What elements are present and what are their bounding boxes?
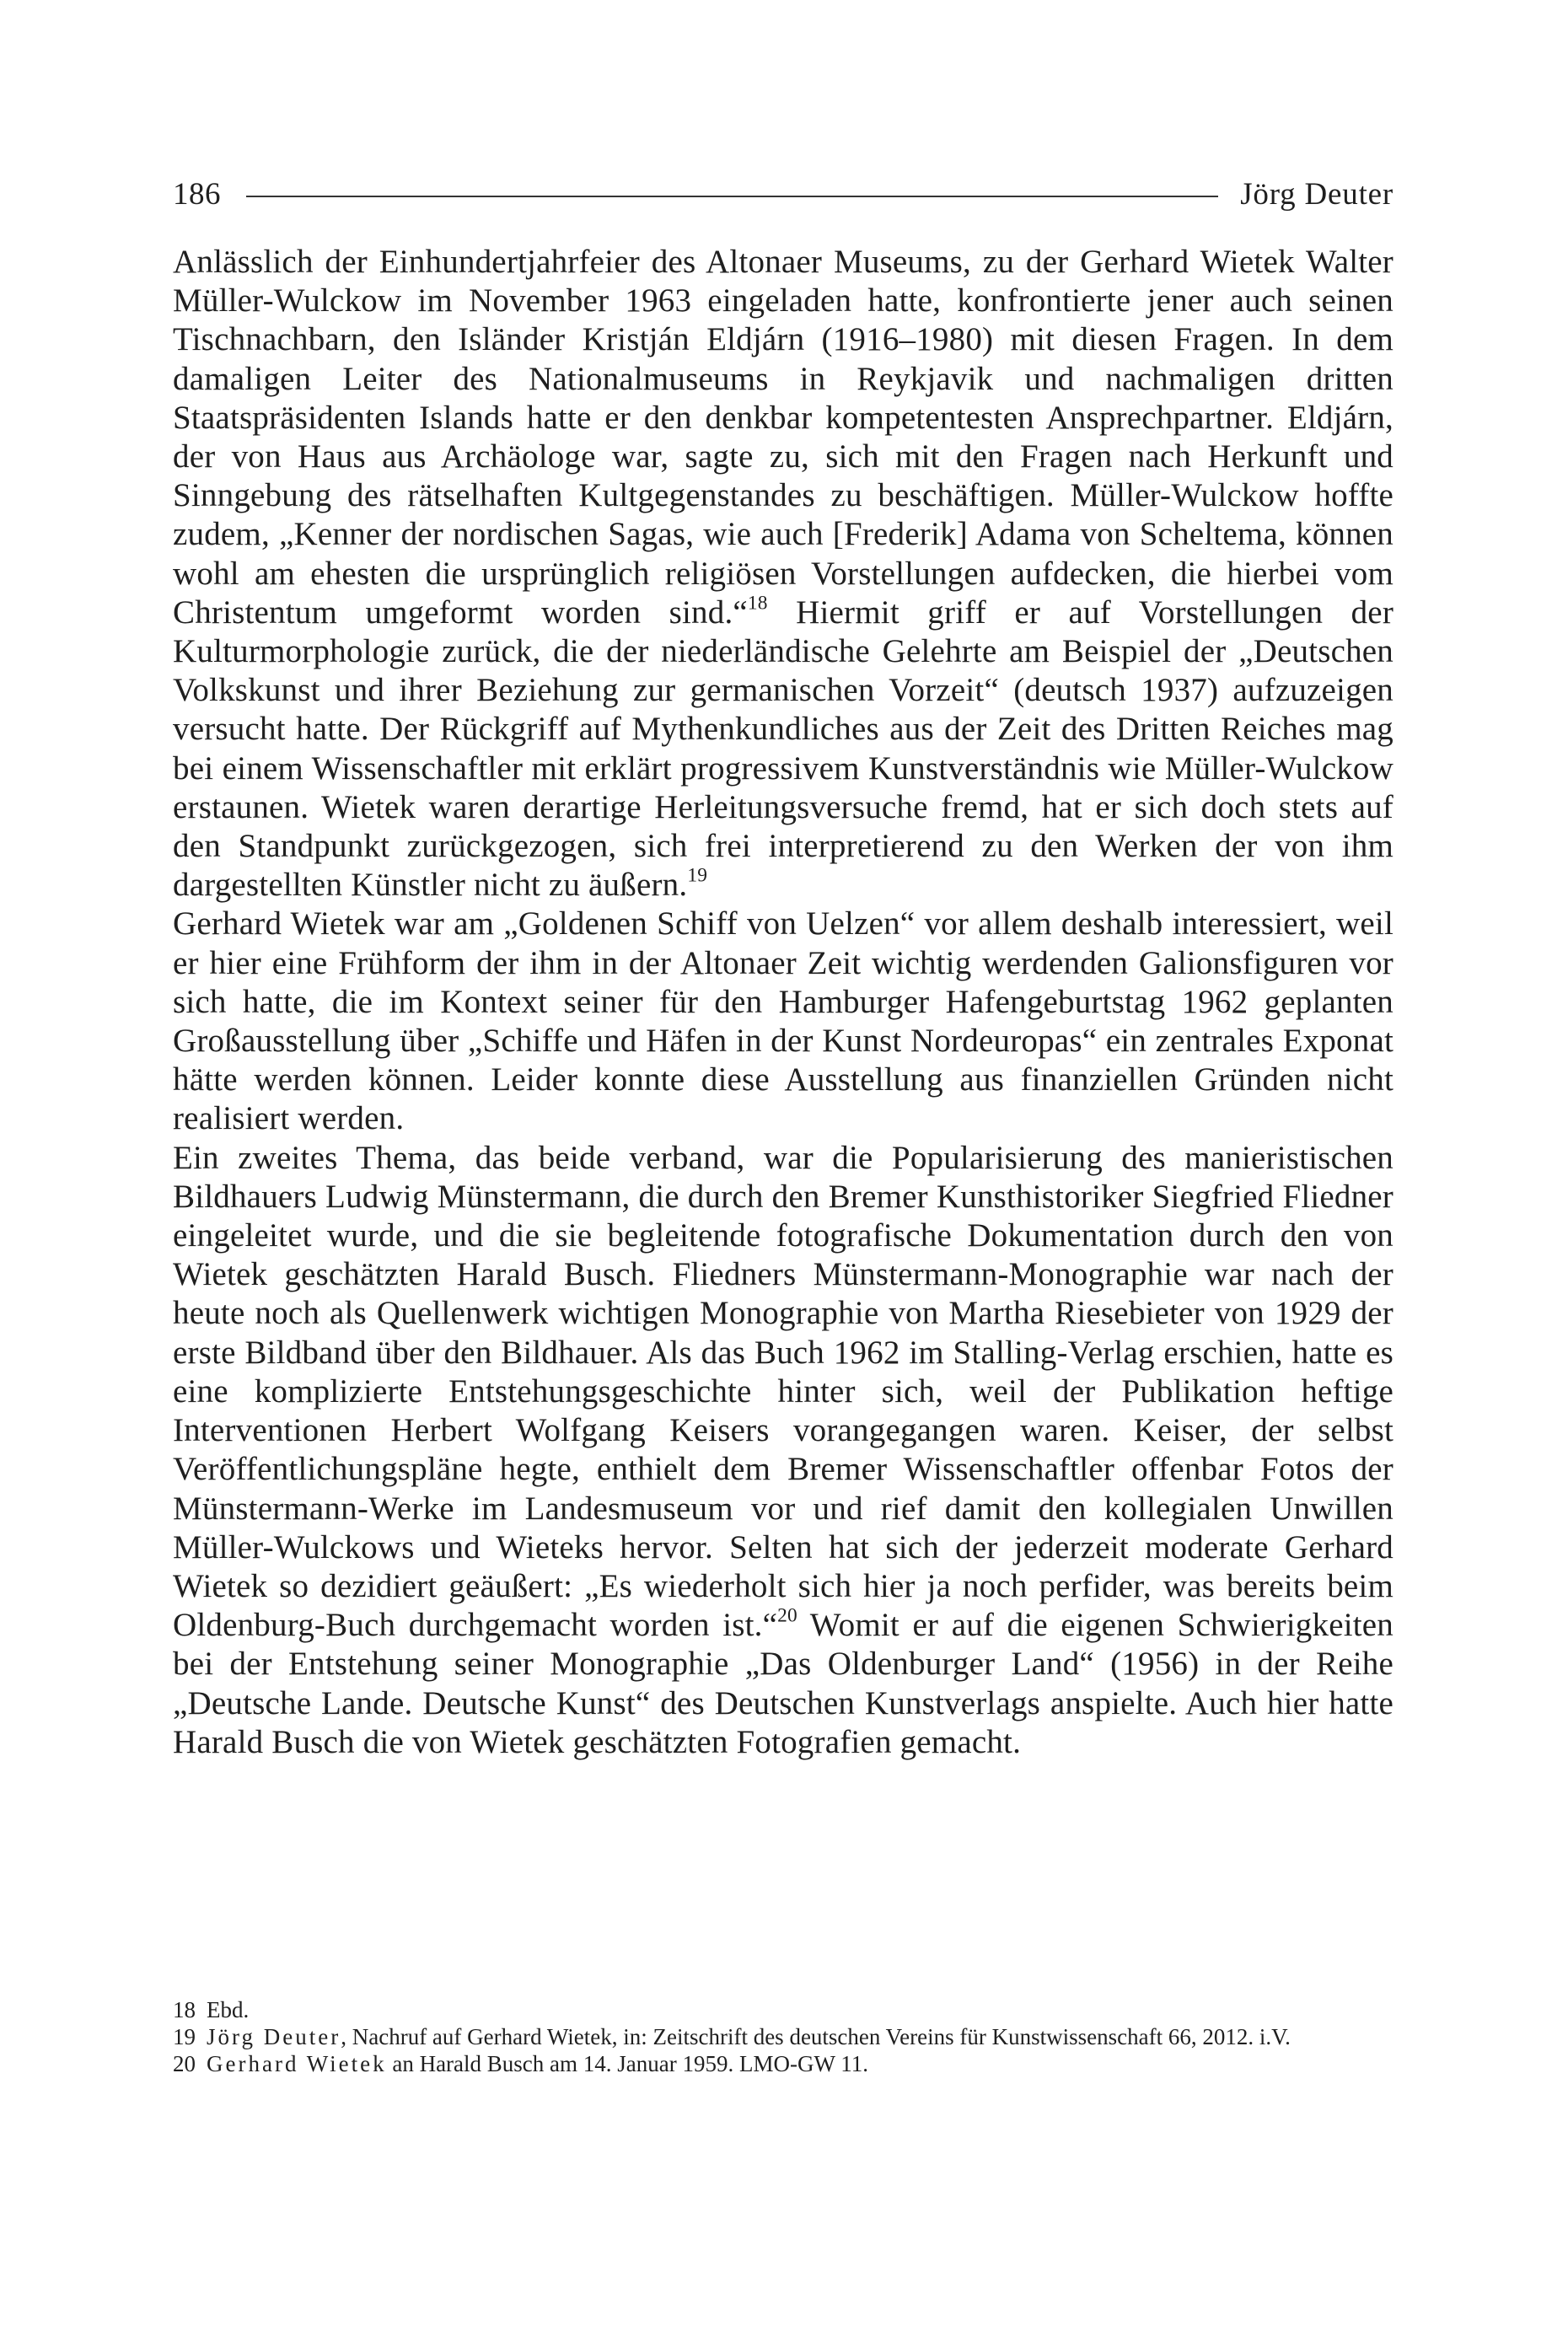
running-header [173, 169, 1393, 219]
footnote-20 [173, 2050, 1393, 2077]
footnote-text: an Harald Busch am 14. Januar 1959. LMO-GW 11. [386, 2051, 868, 2076]
footnote-text-wrapper [207, 2023, 1393, 2050]
body-text [173, 243, 1393, 1762]
paragraph-3-text-b: Womit er auf die eigenen Schwierigkeiten bei der Entstehung seiner Monographie „Das Oldenburger Land“ (1956) in der Reihe „Deutsche Lande. Deutsche Kunst“ des Deutschen Kunstverlags anspielte. Auch hier hatte Harald Busch die von Wietek geschätzten Fotografien gemacht. [173, 1607, 1393, 1760]
running-head-author: Jörg Deuter [1240, 176, 1393, 212]
footnote-author: Gerhard Wietek [207, 2051, 387, 2076]
paragraph-3-text-a: Ein zweites Thema, das beide verband, war die Popularisierung des manieristischen Bildhauers Ludwig Münstermann, die durch den Bremer Kunsthistoriker Siegfried Fliedner eingeleitet wurde, und die sie begleitende fotografische Dokumentation durch den von Wietek geschätzten Harald Busch. Fliedners Münstermann-Monographie war nach der heute noch als Quellenwerk wichtigen Monographie von Martha Riesebieter von 1929 der erste Bildband über den Bildhauer. Als das Buch 1962 im Stalling-Verlag erschien, hatte es eine komplizierte Entstehungsgeschichte hinter sich, weil der Publikation heftige Interventionen Herbert Wolfgang Keisers vorangegangen waren. Keiser, der selbst Veröffentlichungspläne hegte, enthielt dem Bremer Wissenschaftler offenbar Fotos der Münstermann-Werke im Landesmuseum vor und rief damit den kollegialen Unwillen Müller-Wulckows und Wieteks hervor. Selten hat sich der jederzeit moderate Gerhard Wietek so dezidiert geäußert: „Es wiederholt sich hier ja noch perfider, was bereits beim Oldenburg-Buch durchgemacht worden ist.“ [173, 1139, 1393, 1644]
footnote-text: , Nachruf auf Gerhard Wietek, in: Zeitschrift des deutschen Vereins für Kunstwissenschaft 66, 2012. i.V. [341, 2024, 1291, 2049]
footnote-18 [173, 1996, 1393, 2023]
footnote-ref-20: 20 [777, 1604, 797, 1627]
footnote-author: Jörg Deuter [207, 2024, 341, 2049]
footnote-ref-19: 19 [687, 864, 708, 887]
paragraph-1 [173, 243, 1393, 905]
paragraph-1-text-b: Hiermit griff er auf Vorstellungen der Kulturmorphologie zurück, die der niederländische Gelehrte am Beispiel der „Deutschen Volkskunst und ihrer Beziehung zur germanischen Vorzeit“ (deutsch 1937) aufzuzeigen versucht hatte. Der Rückgriff auf Mythenkundliches aus der Zeit des Dritten Reiches mag bei einem Wissenschaftler mit erklärt progressivem Kunstverständnis wie Müller-Wulckow erstaunen. Wietek waren derartige Herleitungsversuche fremd, hat er sich doch stets auf den Standpunkt zurückgezogen, sich frei interpretierend zu den Werken der von ihm dargestellten Künstler nicht zu äußern. [173, 593, 1394, 904]
footnote-number: 20 [173, 2051, 196, 2076]
footnotes [173, 1996, 1393, 2077]
footnote-text-wrapper [207, 2050, 1393, 2077]
paragraph-2: Gerhard Wietek war am „Goldenen Schiff von Uelzen“ vor allem deshalb interessiert, weil er hier eine Frühform der ihm in der Altonaer Zeit wichtig werdenden Galionsfiguren vor sich hatte, die im Kontext seiner für den Hamburger Hafengeburtstag 1962 geplanten Großausstellung über „Schiffe und Häfen in der Kunst Nordeuropas“ ein zentrales Exponat hätte werden können. Leider konnte diese Ausstellung aus finanziellen Gründen nicht realisiert werden. [173, 905, 1393, 1137]
footnote-ref-18: 18 [747, 592, 768, 615]
page-number: 186 [173, 176, 221, 212]
footnote-number: 18 [173, 1997, 196, 2022]
header-rule [246, 196, 1218, 197]
footnote-text: Ebd. [207, 1997, 250, 2022]
paragraph-3 [173, 1139, 1393, 1762]
footnote-number: 19 [173, 2024, 196, 2049]
paragraph-1-text-a: Anlässlich der Einhundertjahrfeier des Altonaer Museums, zu der Gerhard Wietek Walter Müller-Wulckow im November 1963 eingeladen hatte, konfrontierte jener auch seinen Tischnachbarn, den Isländer Kristján Eldjárn (1916–1980) mit diesen Fragen. In dem damaligen Leiter des Nationalmuseums in Reykjavik und nachmaligen dritten Staatspräsidenten Islands hatte er den denkbar kompetentesten Ansprechpartner. Eldjárn, der von Haus aus Archäologe war, sagte zu, sich mit den Fragen nach Herkunft und Sinngebung des rätselhaften Kultgegenstandes zu beschäftigen. Müller-Wulckow hoffte zudem, „Kenner der nordischen Sagas, wie auch [Frederik] Adama von Scheltema, können wohl am ehesten die ursprünglich religiösen Vorstellungen aufdecken, die hierbei vom Christentum umgeformt worden sind.“ [173, 244, 1393, 631]
footnote-19 [173, 2023, 1393, 2050]
